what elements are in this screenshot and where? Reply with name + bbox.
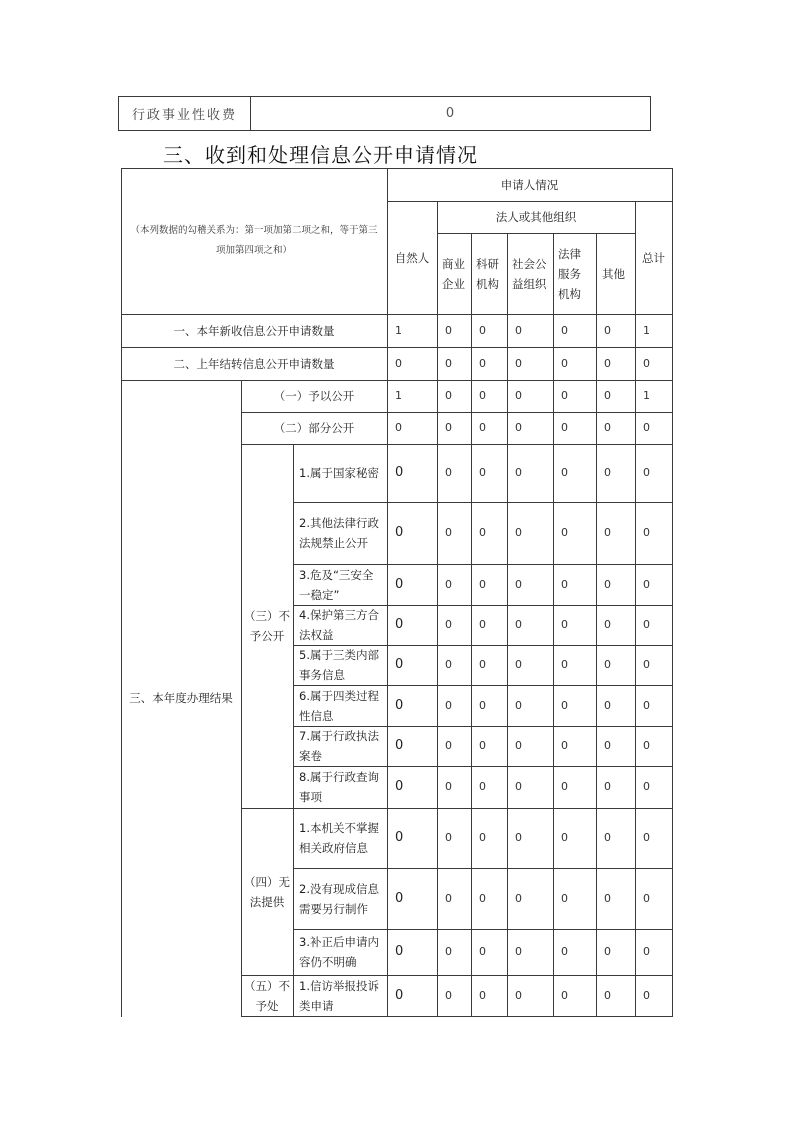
not-disclosed-8-value-3: 0 [515, 780, 522, 793]
not-disclosed-7-value-6: 0 [643, 739, 650, 752]
partial-value-0: 0 [395, 421, 402, 434]
unable-1-value-5: 0 [604, 831, 611, 844]
unable-2-value-6: 0 [643, 891, 650, 905]
item-label-not-disclosed-7: 7.属于行政执法案卷 [299, 729, 379, 763]
not-disclosed-2-value-2: 0 [479, 526, 486, 539]
row-label-disclosed: （一）予以公开 [273, 389, 355, 403]
new-requests-value-5: 0 [604, 323, 611, 337]
unable-3-value-4: 0 [561, 945, 568, 958]
not-processed-1-value-1: 0 [445, 988, 452, 1002]
fee-table-right-border [650, 96, 651, 131]
not-disclosed-8-value-6: 0 [643, 780, 650, 793]
not-disclosed-7-value-3: 0 [515, 739, 522, 752]
disclosed-value-5: 0 [604, 389, 611, 402]
not-disclosed-6-value-6: 0 [643, 698, 650, 712]
partial-value-5: 0 [604, 421, 611, 434]
header-sub-0: 商业企业 [442, 256, 465, 291]
not-disclosed-8-value-0: 0 [395, 779, 404, 794]
not-disclosed-5-value-2: 0 [479, 658, 486, 671]
not-disclosed-2-value-5: 0 [604, 526, 611, 539]
not-disclosed-1-value-6: 0 [643, 466, 650, 479]
not-disclosed-5-value-0: 0 [395, 657, 404, 672]
header-applicant: 申请人情况 [500, 177, 559, 192]
group-label-unable: （四）无法提供 [244, 874, 290, 909]
not-processed-1-value-3: 0 [515, 988, 522, 1002]
not-disclosed-7-value-5: 0 [604, 739, 611, 752]
carried-over-value-0: 0 [395, 356, 402, 370]
unable-2-value-1: 0 [445, 891, 452, 905]
partial-value-1: 0 [445, 421, 452, 434]
item-label-unable-3: 3.补正后申请内容仍不明确 [299, 935, 379, 969]
not-disclosed-5-value-3: 0 [515, 658, 522, 671]
not-disclosed-2-value-1: 0 [445, 526, 452, 539]
header-sub-4: 其他 [602, 266, 625, 281]
carried-over-value-5: 0 [604, 356, 611, 370]
row-label-results: 三、本年度办理结果 [129, 691, 233, 705]
item-label-not-disclosed-1: 1.属于国家秘密 [299, 466, 379, 480]
not-disclosed-3-value-4: 0 [561, 577, 568, 591]
new-requests-value-0: 1 [395, 323, 402, 337]
not-disclosed-4-value-5: 0 [604, 618, 611, 631]
header-total: 总计 [642, 250, 665, 265]
not-processed-1-value-2: 0 [479, 988, 486, 1002]
header-sub-2: 社会公益组织 [512, 256, 547, 291]
unable-3-value-5: 0 [604, 945, 611, 958]
group-label-not-processed: （五）不予处 [244, 978, 290, 1013]
unable-1-value-3: 0 [515, 831, 522, 844]
item-label-not-disclosed-6: 6.属于四类过程性信息 [299, 688, 379, 723]
row-label-carried-over: 二、上年结转信息公开申请数量 [173, 356, 335, 371]
not-disclosed-1-value-0: 0 [395, 465, 404, 480]
fee-label: 行政事业性收费 [131, 108, 237, 123]
not-disclosed-3-value-1: 0 [445, 577, 452, 591]
section-title: 三、收到和处理信息公开申请情况 [163, 143, 478, 167]
row-label-partial: （二）部分公开 [273, 421, 355, 435]
disclosed-value-6: 1 [643, 389, 650, 402]
carried-over-value-6: 0 [643, 356, 650, 370]
unable-2-value-2: 0 [479, 891, 486, 905]
carried-over-value-2: 0 [479, 356, 486, 370]
new-requests-value-4: 0 [561, 323, 568, 337]
not-disclosed-4-value-0: 0 [395, 617, 404, 632]
not-disclosed-1-value-4: 0 [561, 466, 568, 479]
new-requests-value-1: 0 [445, 323, 452, 337]
item-label-unable-1: 1.本机关不掌握相关政府信息 [299, 821, 379, 855]
not-disclosed-8-value-2: 0 [479, 780, 486, 793]
header-legal-group: 法人或其他组织 [495, 210, 577, 224]
partial-value-4: 0 [561, 421, 568, 434]
not-disclosed-3-value-5: 0 [604, 577, 611, 591]
unable-2-value-4: 0 [561, 891, 568, 905]
unable-1-value-0: 0 [395, 830, 404, 845]
table-bottom-border [241, 1016, 673, 1017]
item-label-not-disclosed-2: 2.其他法律行政法规禁止公开 [299, 516, 379, 550]
unable-3-value-2: 0 [479, 945, 486, 958]
not-processed-1-value-4: 0 [561, 988, 568, 1002]
not-disclosed-8-value-5: 0 [604, 780, 611, 793]
fee-value: 0 [445, 106, 455, 121]
partial-value-2: 0 [479, 421, 486, 434]
column-note: （本列数据的勾稽关系为：第一项加第二项之和，等于第三项加第四项之和） [130, 225, 378, 256]
fee-table-bottom-border [118, 130, 651, 131]
not-disclosed-3-value-2: 0 [479, 577, 486, 591]
disclosed-value-3: 0 [515, 389, 522, 402]
unable-3-value-6: 0 [643, 945, 650, 958]
not-processed-1-value-6: 0 [643, 988, 650, 1002]
not-disclosed-7-value-2: 0 [479, 739, 486, 752]
unable-1-value-4: 0 [561, 831, 568, 844]
not-disclosed-4-value-6: 0 [643, 618, 650, 631]
not-disclosed-8-value-4: 0 [561, 780, 568, 793]
not-disclosed-1-value-5: 0 [604, 466, 611, 479]
not-disclosed-2-value-3: 0 [515, 526, 522, 539]
not-disclosed-5-value-6: 0 [643, 658, 650, 671]
header-sub-3: 法律服务机构 [558, 246, 581, 301]
item-label-not-disclosed-5: 5.属于三类内部事务信息 [299, 648, 379, 682]
carried-over-value-3: 0 [515, 356, 522, 370]
unable-1-value-6: 0 [643, 831, 650, 844]
not-disclosed-2-value-4: 0 [561, 526, 568, 539]
not-disclosed-1-value-2: 0 [479, 466, 486, 479]
carried-over-value-1: 0 [445, 356, 452, 370]
not-disclosed-6-value-2: 0 [479, 698, 486, 712]
unable-3-value-3: 0 [515, 945, 522, 958]
group-label-not-disclosed: （三）不予公开 [244, 609, 290, 643]
not-disclosed-4-value-4: 0 [561, 618, 568, 631]
disclosed-value-4: 0 [561, 389, 568, 402]
unable-1-value-1: 0 [445, 831, 452, 844]
not-disclosed-6-value-1: 0 [445, 698, 452, 712]
partial-value-6: 0 [643, 421, 650, 434]
not-disclosed-3-value-6: 0 [643, 577, 650, 591]
not-disclosed-5-value-1: 0 [445, 658, 452, 671]
unable-2-value-5: 0 [604, 891, 611, 905]
new-requests-value-2: 0 [479, 323, 486, 337]
not-disclosed-3-value-0: 0 [395, 576, 404, 592]
not-disclosed-3-value-3: 0 [515, 577, 522, 591]
not-disclosed-6-value-5: 0 [604, 698, 611, 712]
not-disclosed-7-value-4: 0 [561, 739, 568, 752]
unable-2-value-0: 0 [395, 890, 404, 906]
disclosed-value-0: 1 [395, 389, 402, 402]
not-disclosed-4-value-1: 0 [445, 618, 452, 631]
not-disclosed-1-value-3: 0 [515, 466, 522, 479]
new-requests-value-6: 1 [643, 323, 650, 337]
unable-3-value-1: 0 [445, 945, 452, 958]
item-label-unable-2: 2.没有现成信息需要另行制作 [299, 881, 379, 916]
not-disclosed-2-value-6: 0 [643, 526, 650, 539]
not-disclosed-4-value-3: 0 [515, 618, 522, 631]
not-disclosed-4-value-2: 0 [479, 618, 486, 631]
table-right-border [672, 168, 673, 1017]
not-processed-1-value-5: 0 [604, 988, 611, 1002]
not-disclosed-8-value-1: 0 [445, 780, 452, 793]
unable-3-value-0: 0 [395, 944, 404, 959]
not-disclosed-6-value-3: 0 [515, 698, 522, 712]
unable-1-value-2: 0 [479, 831, 486, 844]
not-disclosed-5-value-4: 0 [561, 658, 568, 671]
not-disclosed-7-value-1: 0 [445, 739, 452, 752]
not-disclosed-6-value-0: 0 [395, 697, 404, 713]
row-label-new-requests: 一、本年新收信息公开申请数量 [173, 323, 335, 338]
unable-2-value-3: 0 [515, 891, 522, 905]
not-disclosed-2-value-0: 0 [395, 525, 404, 540]
item-label-not-disclosed-4: 4.保护第三方合法权益 [299, 608, 379, 642]
not-disclosed-7-value-0: 0 [395, 738, 404, 753]
not-disclosed-5-value-5: 0 [604, 658, 611, 671]
not-disclosed-6-value-4: 0 [561, 698, 568, 712]
disclosed-value-1: 0 [445, 389, 452, 402]
carried-over-value-4: 0 [561, 356, 568, 370]
not-disclosed-1-value-1: 0 [445, 466, 452, 479]
disclosed-value-2: 0 [479, 389, 486, 402]
item-label-not-disclosed-8: 8.属于行政查询事项 [299, 770, 379, 804]
partial-value-3: 0 [515, 421, 522, 434]
item-label-not-disclosed-3: 3.危及“三安全一稳定” [299, 567, 374, 602]
item-label-not-processed-1: 1.信访举报投诉类申请 [299, 978, 379, 1013]
header-natural-person: 自然人 [394, 250, 430, 265]
header-sub-1: 科研机构 [476, 256, 499, 291]
new-requests-value-3: 0 [515, 323, 522, 337]
not-processed-1-value-0: 0 [395, 987, 404, 1003]
